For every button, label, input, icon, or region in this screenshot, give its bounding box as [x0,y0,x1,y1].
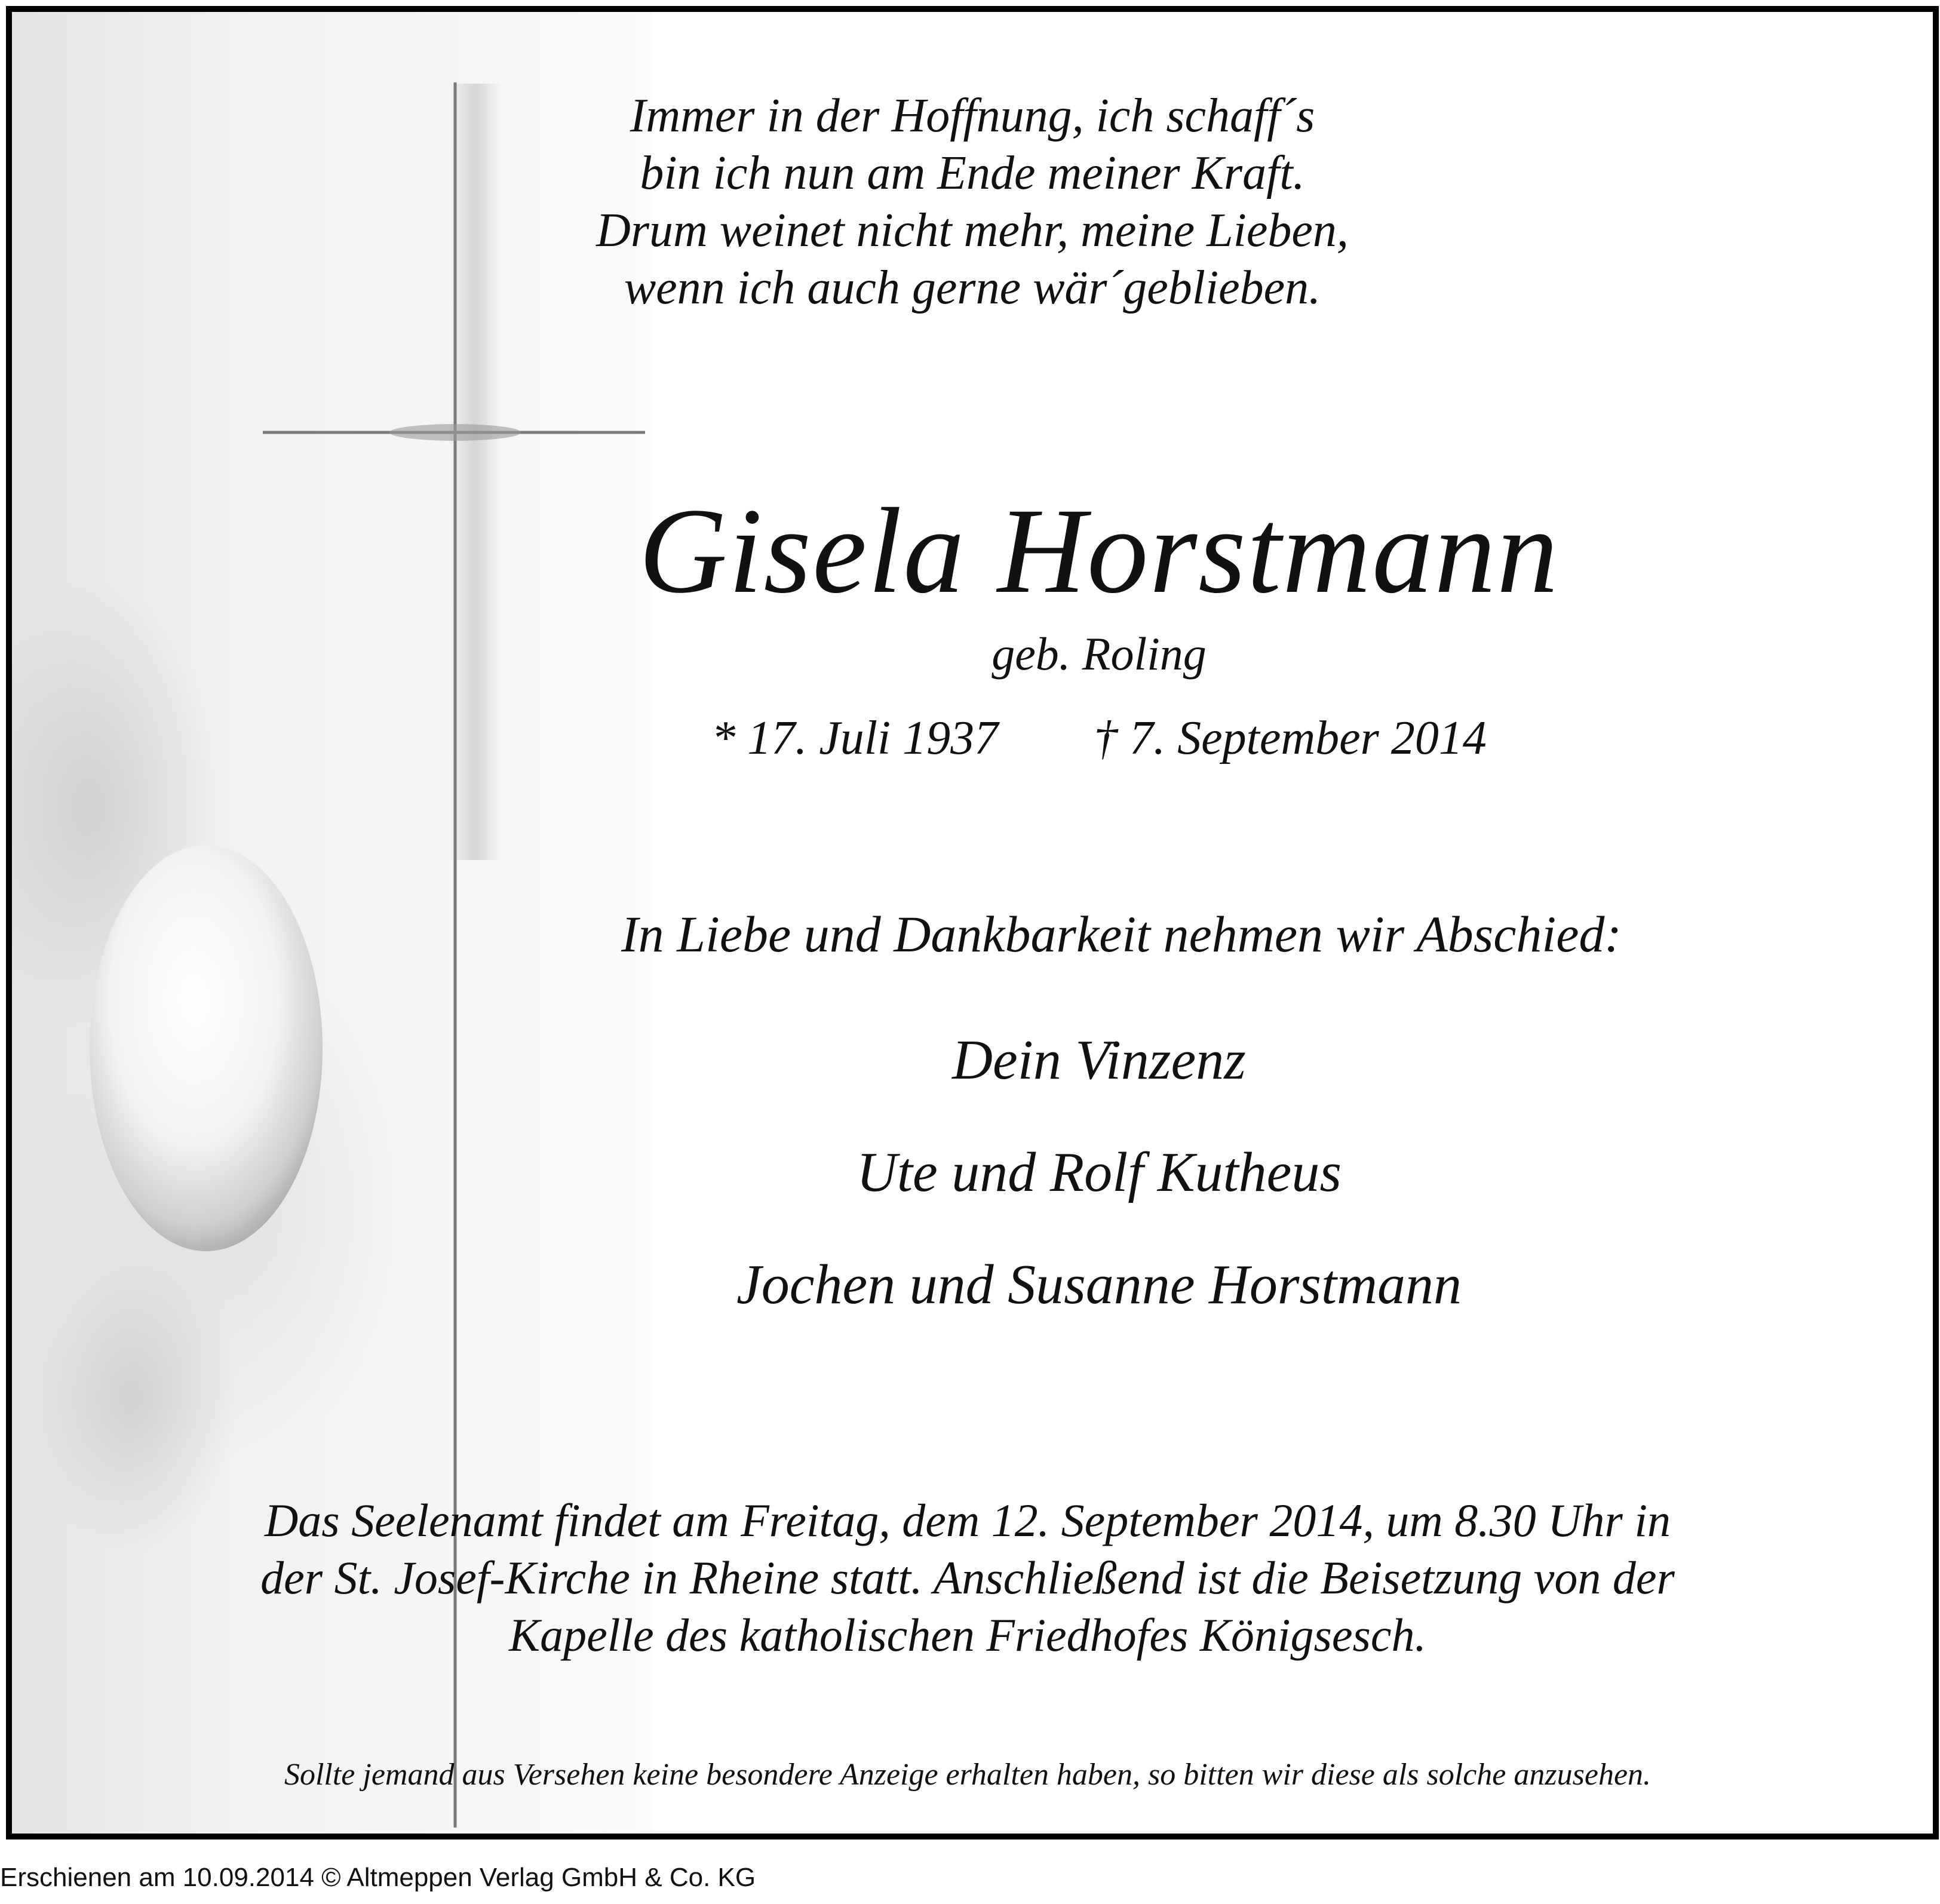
service-line: Das Seelenamt findet am Freitag, dem 12. September 2014, um 8.30 Uhr in [264,1494,1671,1546]
poem-line: bin ich nun am Ende meiner Kraft. [640,147,1305,199]
mourner-name: Ute und Rolf Kutheus [857,1141,1342,1203]
service-line: der St. Josef-Kirche in Rheine statt. Anschließend ist die Beisetzung von der [260,1552,1675,1604]
birth-date: * 17. Juli 1937 [711,712,999,764]
farewell-line: In Liebe und Dankbarkeit nehmen wir Abschied: [621,905,1622,963]
service-line: Kapelle des katholischen Friedhofes Königsesch. [509,1609,1426,1661]
life-dates [621,710,1577,767]
poem-line: Drum weinet nicht mehr, meine Lieben, [596,204,1349,257]
death-date: † 7. September 2014 [1094,712,1487,764]
obituary-card [6,6,1939,1839]
poem-line: wenn ich auch gerne wär´geblieben. [624,262,1321,314]
maiden-name: geb. Roling [992,628,1207,680]
mourner-name: Jochen und Susanne Horstmann [736,1254,1462,1316]
poem-line: Immer in der Hoffnung, ich schaff´s [630,90,1315,142]
deceased-name: Gisela Horstmann [639,483,1560,619]
mourner-name: Dein Vinzenz [952,1029,1246,1091]
obituary-text [12,12,1933,1834]
notice-note: Sollte jemand aus Versehen keine besondere Anzeige erhalten haben, so bitten wir diese als solche anzusehen. [284,1758,1652,1792]
publication-footer: Erschienen am 10.09.2014 © Altmeppen Verlag GmbH & Co. KG [0,1863,756,1892]
